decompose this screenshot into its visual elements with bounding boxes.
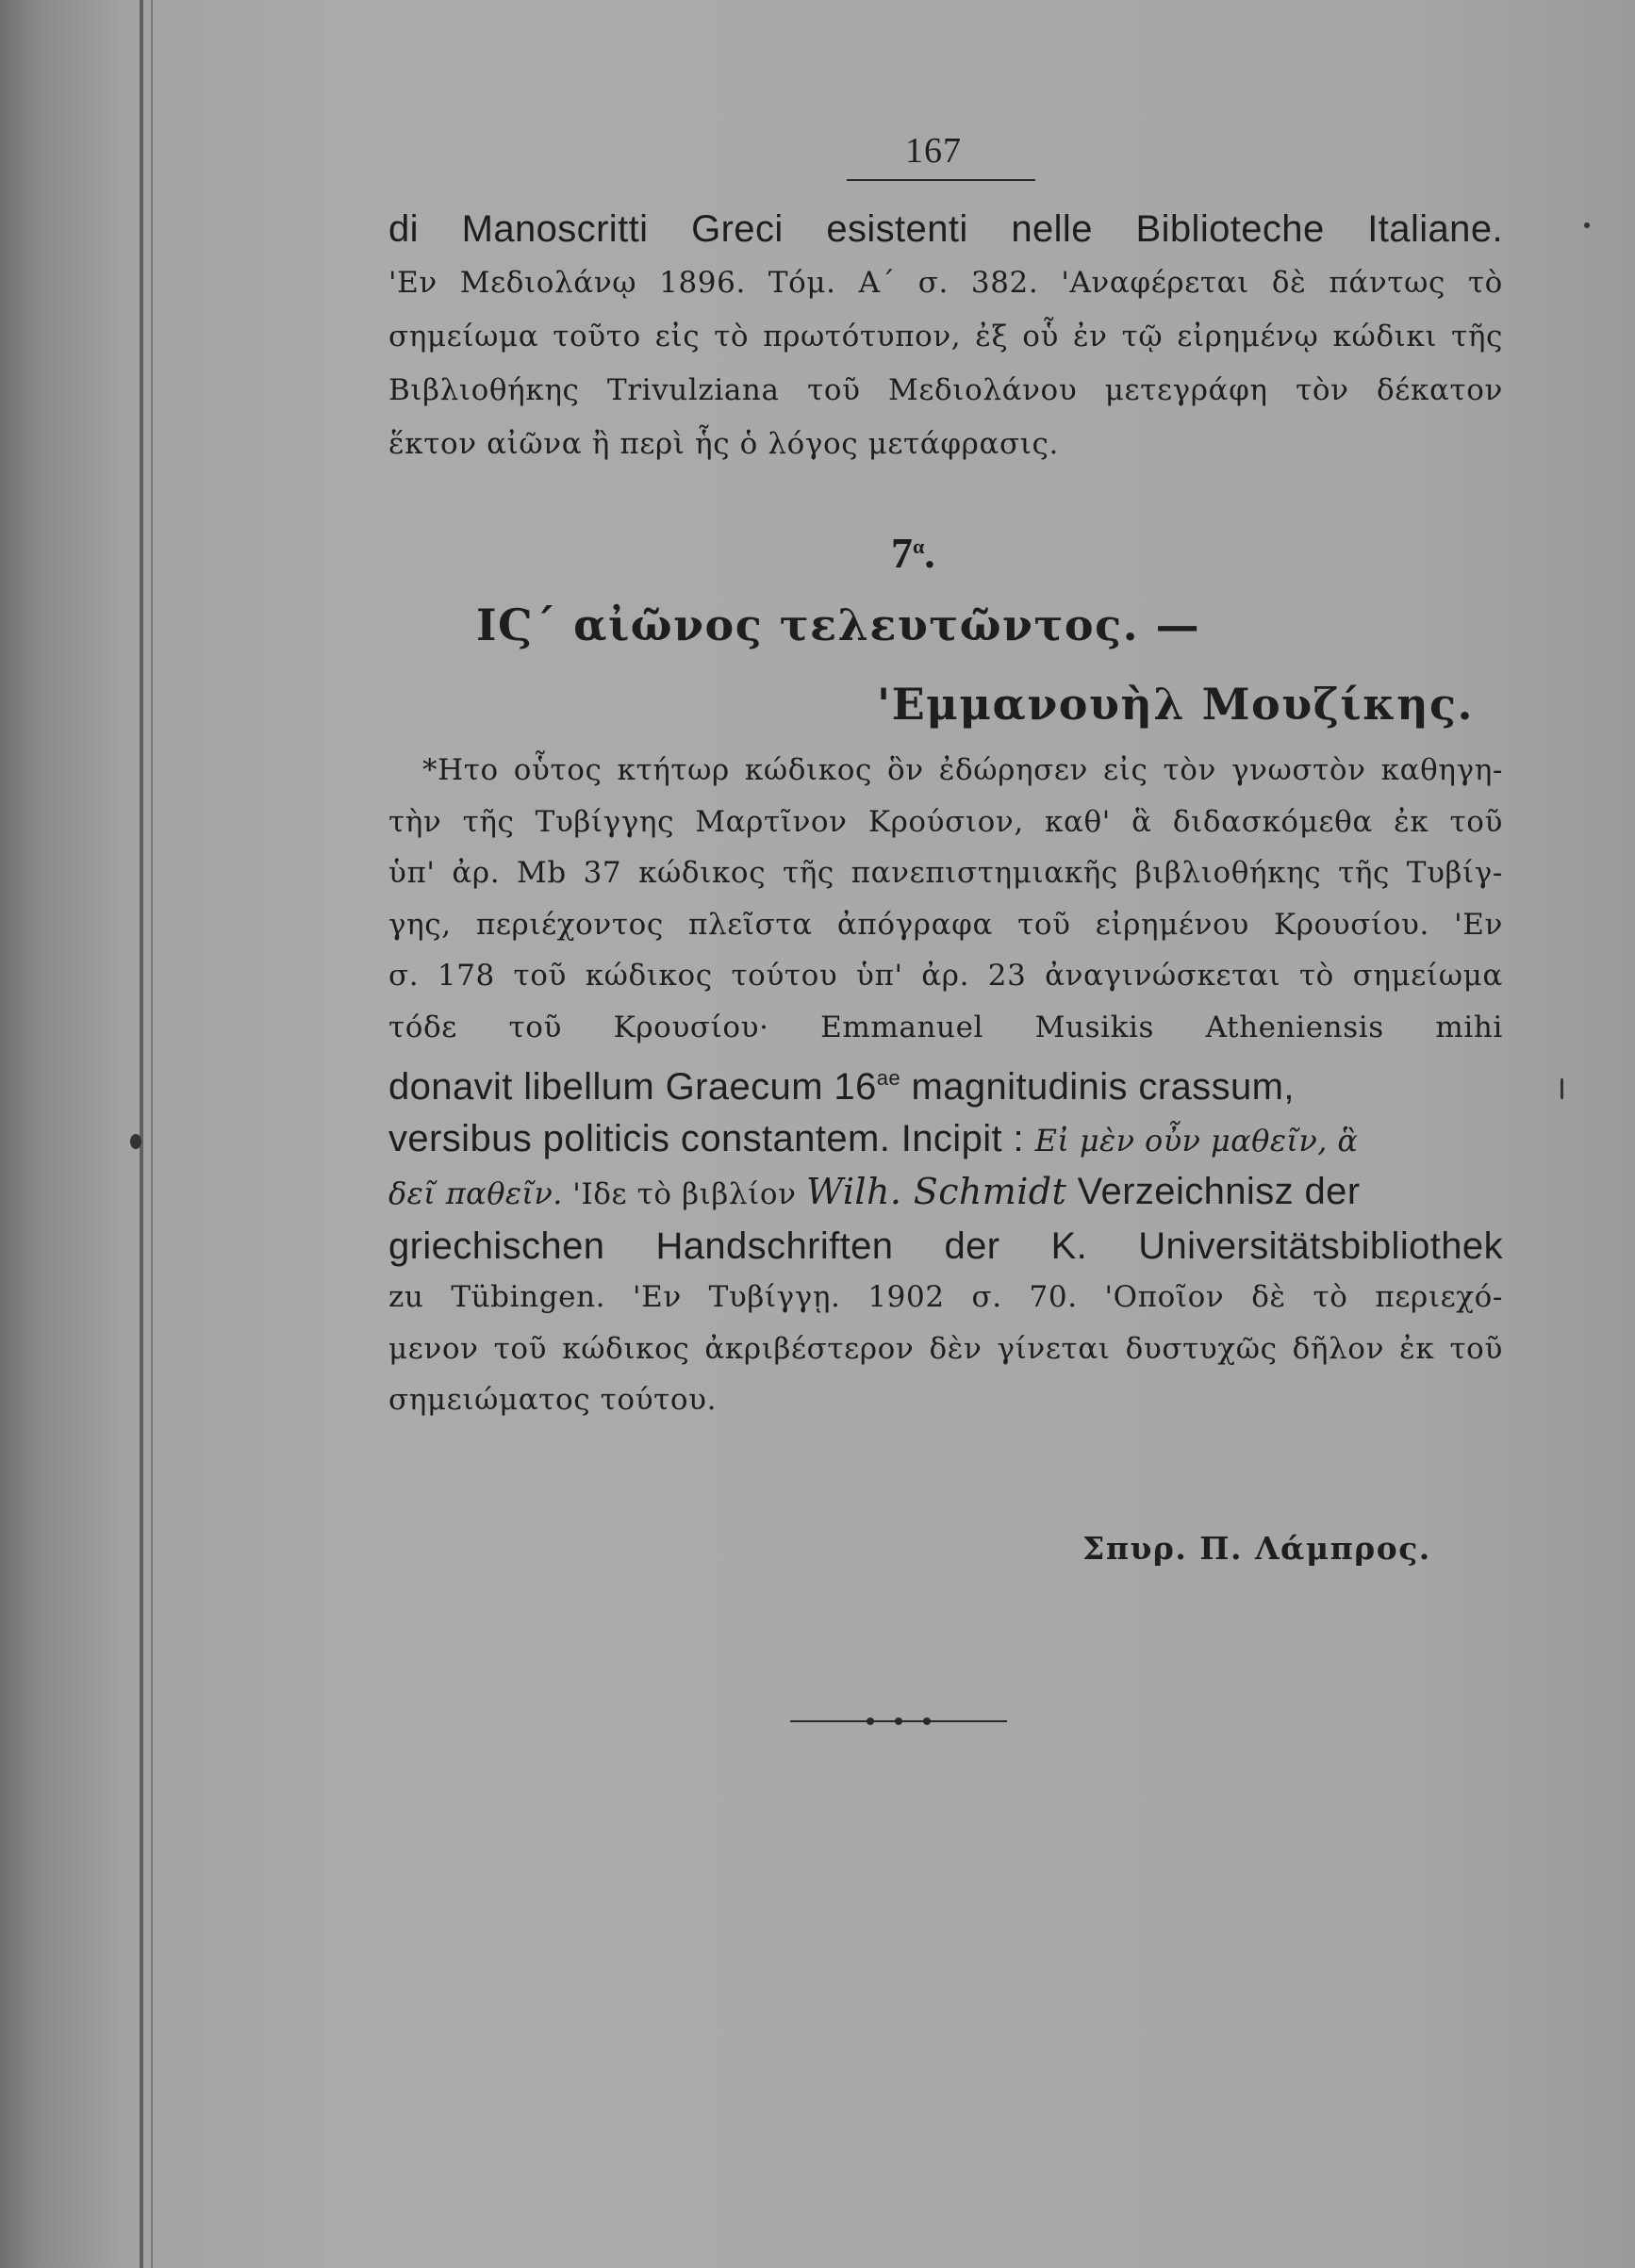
word: Τυβίγγης bbox=[535, 804, 675, 839]
word: περιεχό- bbox=[1375, 1280, 1503, 1314]
word: σημείωμα bbox=[388, 320, 539, 353]
word: Trivulziana bbox=[606, 373, 780, 407]
text-run: versibus politicis constantem. Incipit : bbox=[388, 1117, 1035, 1159]
text-line bbox=[388, 1166, 1503, 1221]
word: *Ητο bbox=[422, 753, 499, 787]
text-line bbox=[388, 366, 1503, 416]
word: ἀναγινώσκεται bbox=[1045, 959, 1281, 993]
word: εἰς bbox=[654, 320, 701, 353]
word: πάντως bbox=[1329, 266, 1445, 300]
word: Κρούσιον, bbox=[867, 804, 1024, 839]
text-line bbox=[388, 745, 1503, 797]
word: Τυβίγ- bbox=[1406, 856, 1503, 890]
word: Μεδιολάνου bbox=[888, 373, 1078, 407]
word: Mb bbox=[517, 856, 567, 890]
word: οὗ bbox=[1022, 320, 1059, 353]
binding-edge-inner bbox=[151, 0, 153, 2268]
word: Τυβίγγῃ. bbox=[708, 1280, 841, 1314]
italic-quote: δεῖ παθεῖν. bbox=[388, 1175, 563, 1211]
word: σ. bbox=[971, 1280, 1002, 1314]
word: δῆλον bbox=[1292, 1331, 1385, 1366]
word: βιβλιοθήκης bbox=[1134, 856, 1322, 890]
word: Atheniensis bbox=[1205, 1010, 1384, 1044]
word: τῷ bbox=[1121, 320, 1164, 353]
word: τοῦτο bbox=[553, 320, 641, 353]
text-line bbox=[388, 797, 1503, 848]
word: οὗτος bbox=[513, 753, 603, 787]
word: κώδικος bbox=[585, 959, 713, 993]
word: Manoscritti bbox=[461, 208, 649, 250]
word: Musikis bbox=[1034, 1010, 1155, 1044]
text-line bbox=[388, 1374, 1503, 1426]
top-paragraph bbox=[388, 205, 1503, 469]
word: griechischen bbox=[388, 1224, 605, 1267]
binding-edge bbox=[140, 0, 143, 2268]
word: τοῦ bbox=[1017, 907, 1071, 942]
italic-author: Wilh. Schmidt bbox=[806, 1171, 1067, 1212]
word: πλεῖστα bbox=[688, 907, 813, 942]
text-line bbox=[388, 1323, 1503, 1375]
word: 'Εν bbox=[1454, 907, 1503, 942]
word: τὸ bbox=[1467, 266, 1503, 300]
word: κώδικος bbox=[744, 753, 872, 787]
word: Τόμ. bbox=[768, 266, 836, 300]
text-line bbox=[388, 950, 1503, 1002]
word: nelle bbox=[1011, 208, 1093, 250]
word: τοῦ bbox=[807, 373, 861, 407]
word: ἀπόγραφα bbox=[836, 907, 993, 942]
word: Universitätsbibliothek bbox=[1138, 1224, 1503, 1267]
word: δέκατον bbox=[1377, 373, 1503, 407]
word: 23 bbox=[987, 959, 1027, 993]
word: εἰς bbox=[1103, 753, 1148, 787]
word: μενον bbox=[388, 1331, 479, 1366]
word: τοῦ bbox=[1449, 1331, 1503, 1366]
word: ὑπ' bbox=[388, 856, 436, 890]
text-line bbox=[388, 258, 1503, 308]
word: esistenti bbox=[826, 208, 968, 250]
text-run: magnitudinis crassum, bbox=[900, 1066, 1295, 1108]
word: σ. bbox=[917, 266, 949, 300]
section-end-ornament bbox=[790, 1712, 1007, 1731]
section-number-dot: . bbox=[924, 529, 935, 577]
word: 'Αναφέρεται bbox=[1061, 266, 1249, 300]
ink-speck bbox=[1561, 1078, 1563, 1099]
ink-speck bbox=[130, 1134, 141, 1149]
text-line bbox=[388, 312, 1503, 362]
text-line-content: σημειώματος τούτου. bbox=[388, 1383, 718, 1417]
word: K. bbox=[1050, 1224, 1088, 1267]
word: ὑπ' bbox=[856, 959, 903, 993]
word: ἐξ bbox=[975, 320, 1009, 353]
word: πρωτότυπον, bbox=[763, 320, 962, 353]
word: ἀρ. bbox=[921, 959, 970, 993]
word: ἀρ. bbox=[452, 856, 501, 890]
word: Emmanuel bbox=[820, 1010, 984, 1044]
word: 'Οποῖον bbox=[1104, 1280, 1225, 1314]
word: 1896. bbox=[659, 266, 746, 300]
superscript: ae bbox=[876, 1066, 900, 1090]
word: 'Εν bbox=[388, 266, 438, 300]
word: Μεδιολάνῳ bbox=[459, 266, 637, 300]
text-line bbox=[388, 1221, 1503, 1273]
word: ἃ bbox=[1131, 804, 1152, 839]
word: τῆς bbox=[1451, 320, 1503, 353]
text-line bbox=[388, 419, 1503, 469]
word: 37 bbox=[583, 856, 622, 890]
word: τὸν bbox=[1163, 753, 1216, 787]
text-line bbox=[388, 1002, 1503, 1054]
page-number: 167 bbox=[905, 131, 962, 171]
word: ἐδώρησεν bbox=[938, 753, 1088, 787]
word: Μαρτῖνον bbox=[695, 804, 848, 839]
text-line bbox=[388, 1272, 1503, 1323]
word: τῆς bbox=[782, 856, 834, 890]
word: γνωστὸν bbox=[1230, 753, 1366, 787]
word: Α΄ bbox=[858, 266, 896, 300]
section-number bbox=[891, 528, 935, 578]
word: τὸ bbox=[1313, 1280, 1348, 1314]
word: Tübingen. bbox=[451, 1280, 606, 1314]
word: Biblioteche bbox=[1135, 208, 1325, 250]
italic-quote: Εἰ μὲν οὖν μαθεῖν, ἃ bbox=[1034, 1122, 1359, 1159]
main-paragraph bbox=[388, 745, 1503, 1426]
word: Italiane. bbox=[1367, 208, 1503, 250]
word: σημείωμα bbox=[1352, 959, 1503, 993]
word: τοῦ bbox=[1449, 804, 1503, 839]
word: περιέχοντος bbox=[475, 907, 664, 942]
word: Βιβλιοθήκης bbox=[388, 373, 580, 407]
text-line bbox=[388, 205, 1503, 255]
word: τὸν bbox=[1296, 373, 1349, 407]
word: mihi bbox=[1435, 1010, 1503, 1044]
word: der bbox=[944, 1224, 1000, 1267]
text-run: donavit libellum Graecum 16 bbox=[388, 1066, 877, 1108]
word: κώδικος bbox=[638, 856, 767, 890]
word: 382. bbox=[970, 266, 1039, 300]
word: 1902 bbox=[867, 1280, 945, 1314]
word: Κρουσίου· bbox=[613, 1010, 769, 1044]
page-number-rule bbox=[847, 179, 1035, 181]
word: κτήτωρ bbox=[617, 753, 730, 787]
word: δὲ bbox=[1271, 266, 1307, 300]
section-number-value: 7 bbox=[891, 529, 913, 577]
word: Κρουσίου. bbox=[1273, 907, 1429, 942]
word: τόδε bbox=[388, 1010, 457, 1044]
word: 'Εν bbox=[632, 1280, 682, 1314]
word: τῆς bbox=[1338, 856, 1390, 890]
word: γης, bbox=[388, 907, 452, 942]
word: 178 bbox=[437, 959, 495, 993]
word: καθ' bbox=[1045, 804, 1111, 839]
word: εἰρημένου bbox=[1095, 907, 1249, 942]
word: τῆς bbox=[462, 804, 515, 839]
word: τοῦ bbox=[493, 1331, 548, 1366]
word: 70. bbox=[1029, 1280, 1078, 1314]
text-line bbox=[388, 847, 1503, 899]
word: τούτου bbox=[731, 959, 838, 993]
word: πανεπιστημιακῆς bbox=[851, 856, 1118, 890]
word: τὴν bbox=[388, 804, 442, 839]
word: διδασκόμεθα bbox=[1172, 804, 1373, 839]
section-heading-date: ΙϚ΄ αἰῶνος τελευτῶντος. — bbox=[476, 600, 1201, 650]
section-number-sup: α bbox=[913, 534, 925, 558]
word: Greci bbox=[691, 208, 784, 250]
word: δὲν bbox=[929, 1331, 983, 1366]
word: ἐν bbox=[1072, 320, 1108, 353]
word: μετεγράφη bbox=[1104, 373, 1268, 407]
word: κώδικος bbox=[562, 1331, 690, 1366]
text-line bbox=[388, 1113, 1503, 1167]
word: κώδικι bbox=[1332, 320, 1438, 353]
word: καθηγη- bbox=[1380, 753, 1503, 787]
word: ἐκ bbox=[1394, 804, 1429, 839]
word: εἰρημένῳ bbox=[1177, 320, 1319, 353]
word: ἐκ bbox=[1399, 1331, 1435, 1366]
text-line-content: ἕκτον αἰῶνα ἢ περὶ ἧς ὁ λόγος μετάφρασις. bbox=[388, 427, 1059, 461]
word: τὸ bbox=[1298, 959, 1334, 993]
word: τὸ bbox=[714, 320, 750, 353]
word: δυστυχῶς bbox=[1125, 1331, 1278, 1366]
section-heading-name: 'Εμμανουὴλ Μουζίκης. bbox=[877, 679, 1475, 730]
word: di bbox=[388, 208, 419, 250]
word: τοῦ bbox=[508, 1010, 562, 1044]
text-line bbox=[388, 899, 1503, 951]
author-signature: Σπυρ. Π. Λάμπρος. bbox=[1082, 1530, 1431, 1567]
text-line bbox=[388, 1053, 1503, 1113]
word: σ. bbox=[388, 959, 420, 993]
word: ὃν bbox=[887, 753, 924, 787]
text-run: Verzeichnisz der bbox=[1066, 1171, 1361, 1212]
word: zu bbox=[388, 1280, 424, 1314]
word: ἀκριβέστερον bbox=[704, 1331, 915, 1366]
ink-speck bbox=[1584, 222, 1590, 228]
word: δὲ bbox=[1251, 1280, 1286, 1314]
text-run: 'Ιδε τὸ βιβλίον bbox=[562, 1177, 807, 1211]
word: Handschriften bbox=[655, 1224, 894, 1267]
word: τοῦ bbox=[513, 959, 568, 993]
word: γίνεται bbox=[997, 1331, 1111, 1366]
